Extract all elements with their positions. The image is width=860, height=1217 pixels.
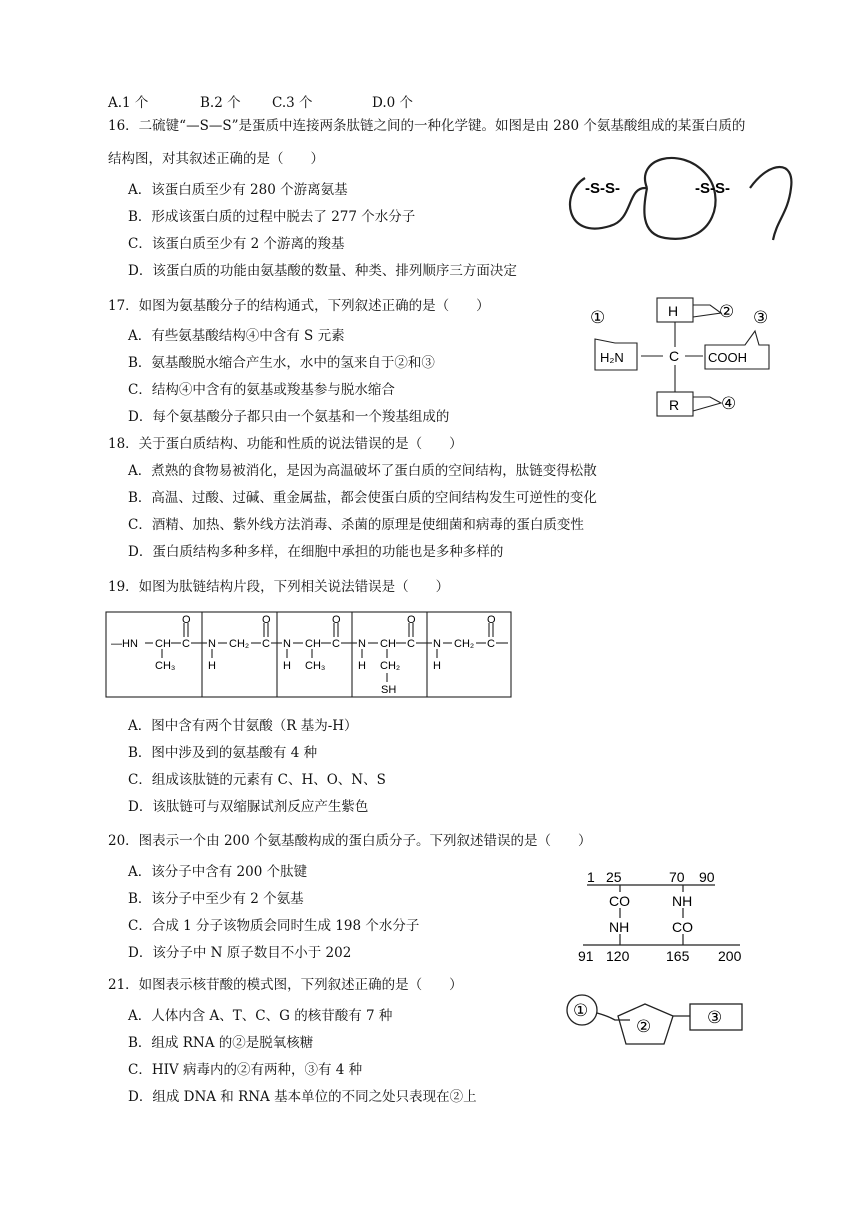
- q16-option-a: A．该蛋白质至少有 280 个游离氨基: [128, 182, 348, 198]
- bottom-label-91: 91: [578, 948, 594, 964]
- q17-option-d: D．每个氨基酸分子都只由一个氨基和一个羧基组成的: [128, 409, 450, 425]
- bottom-label-200: 200: [718, 948, 742, 964]
- q19-stem: 19．如图为肽链结构片段，下列相关说法错误是（ ）: [108, 579, 450, 595]
- q16-stem-line1: 16．二硫键“—S—S”是蛋质中连接两条肽链之间的一种化学键。如图是由 280 个氨基酸组成的某蛋白质的: [108, 118, 746, 134]
- alpha-carbon-5: CH₂: [454, 638, 475, 650]
- bottom-label-120: 120: [606, 948, 630, 964]
- methyl-3: CH₃: [305, 660, 326, 672]
- q19-option-d: D．该肽链可与双缩脲试剂反应产生紫色: [128, 799, 369, 815]
- nitrogen-4: N: [358, 638, 366, 650]
- q20-option-c: C．合成 1 分子该物质会同时生成 198 个水分子: [128, 918, 420, 934]
- carbonyl-carbon-1: C: [182, 638, 190, 650]
- alpha-carbon-4: CH: [380, 638, 396, 650]
- q21-stem: 21．如图表示核苷酸的模式图，下列叙述正确的是（ ）: [108, 977, 463, 993]
- q17-option-a: A．有些氨基酸结构④中含有 S 元素: [128, 328, 345, 344]
- q19-option-c: C．组成该肽链的元素有 C、H、O、N、S: [128, 772, 386, 788]
- nitrogen-3: N: [283, 638, 291, 650]
- c-atom: C: [669, 348, 680, 364]
- q20-option-a: A．该分子中含有 200 个肽键: [128, 864, 308, 880]
- q21-option-b: B．组成 RNA 的②是脱氧核糖: [128, 1035, 314, 1051]
- alpha-carbon-3: CH: [305, 638, 321, 650]
- q18-stem: 18．关于蛋白质结构、功能和性质的说法错误的是（ ）: [108, 436, 463, 452]
- top-label-70: 70: [669, 869, 685, 885]
- q19-option-a: A．图中含有两个甘氨酸（R 基为-H）: [128, 718, 358, 734]
- thiol-group: SH: [381, 684, 397, 696]
- q16-option-c: C．该蛋白质至少有 2 个游离的羧基: [128, 236, 345, 252]
- amide-h-3: H: [283, 660, 291, 672]
- label-base: ③: [707, 1008, 723, 1027]
- top-label-90: 90: [699, 869, 715, 885]
- q17-option-b: B．氨基酸脱水缩合产生水，水中的氢来自于②和③: [128, 355, 435, 371]
- q18-option-d: D．蛋白质结构多种多样，在细胞中承担的功能也是多种多样的: [128, 544, 504, 560]
- q18-option-b: B．高温、过酸、过碱、重金属盐，都会使蛋白质的空间结构发生可逆性的变化: [128, 490, 597, 506]
- label-pentose: ②: [636, 1017, 652, 1036]
- amide-h-2: H: [208, 660, 216, 672]
- q17-stem: 17．如图为氨基酸分子的结构通式，下列叙述正确的是（ ）: [108, 298, 490, 314]
- q20-stem: 20．图表示一个由 200 个氨基酸构成的蛋白质分子。下列叙述错误的是（ ）: [108, 833, 592, 849]
- oxygen-1: O: [182, 614, 191, 626]
- r-group: R: [669, 397, 680, 413]
- label-1: ①: [590, 308, 606, 327]
- nitrogen-2: N: [208, 638, 216, 650]
- bottom-label-165: 165: [666, 948, 690, 964]
- label-phosphate: ①: [573, 1001, 589, 1020]
- label-3: ③: [753, 308, 769, 327]
- q21-option-d: D．组成 DNA 和 RNA 基本单位的不同之处只表现在②上: [128, 1089, 477, 1105]
- right-co: CO: [672, 919, 693, 935]
- carbonyl-carbon-5: C: [487, 638, 495, 650]
- methylene-4: CH₂: [380, 660, 401, 672]
- nucleotide-figure: [560, 992, 760, 1050]
- q18-option-a: A．煮熟的食物易被消化，是因为高温破坏了蛋白质的空间结构，肽链变得松散: [128, 463, 597, 479]
- q19-option-b: B．图中涉及到的氨基酸有 4 种: [128, 745, 318, 761]
- carbonyl-carbon-4: C: [407, 638, 415, 650]
- label-4: ④: [721, 394, 737, 413]
- carboxyl-group: COOH: [708, 350, 747, 365]
- peptide-chain-figure: [105, 611, 513, 699]
- right-nh: NH: [672, 893, 693, 909]
- amino-group: H₂N: [600, 350, 624, 365]
- q20-option-d: D．该分子中 N 原子数目不小于 202: [128, 945, 352, 961]
- q21-option-a: A．人体内含 A、T、C、G 的核苷酸有 7 种: [128, 1008, 393, 1024]
- q17-option-c: C．结构④中含有的氨基或羧基参与脱水缩合: [128, 382, 395, 398]
- oxygen-5: O: [487, 614, 496, 626]
- amide-h-5: H: [433, 660, 441, 672]
- q15-option-c: C.3 个: [272, 95, 313, 111]
- q15-option-a: A.1 个: [108, 95, 149, 111]
- q16-option-b: B．形成该蛋白质的过程中脱去了 277 个水分子: [128, 209, 416, 225]
- amide-h-4: H: [358, 660, 366, 672]
- carbonyl-carbon-3: C: [332, 638, 340, 650]
- oxygen-2: O: [262, 614, 271, 626]
- q15-option-d: D.0 个: [372, 95, 414, 111]
- amino-acid-structure-figure: [585, 295, 785, 425]
- protein-chains-figure: [575, 866, 755, 966]
- q21-option-c: C．HIV 病毒内的②有两种，③有 4 种: [128, 1062, 363, 1078]
- q15-option-b: B.2 个: [200, 95, 241, 111]
- q16-option-d: D．该蛋白质的功能由氨基酸的数量、种类、排列顺序三方面决定: [128, 263, 517, 279]
- disulfide-label-left: -S-S-: [585, 180, 620, 197]
- top-label-1: 1: [587, 869, 595, 885]
- nitrogen-5: N: [433, 638, 441, 650]
- alpha-carbon-2: CH₂: [229, 638, 250, 650]
- methyl-1: CH₃: [155, 660, 176, 672]
- h-atom: H: [668, 303, 679, 319]
- q20-option-b: B．该分子中至少有 2 个氨基: [128, 891, 304, 907]
- carbonyl-carbon-2: C: [262, 638, 270, 650]
- start-hn: —HN: [111, 638, 138, 650]
- oxygen-4: O: [407, 614, 416, 626]
- oxygen-3: O: [332, 614, 341, 626]
- label-2: ②: [719, 302, 735, 321]
- left-nh: NH: [609, 919, 630, 935]
- q16-stem-line2: 结构图，对其叙述正确的是（ ）: [108, 151, 324, 167]
- left-co: CO: [609, 893, 630, 909]
- top-label-25: 25: [606, 869, 622, 885]
- disulfide-label-right: -S-S-: [695, 180, 730, 197]
- alpha-carbon-1: CH: [155, 638, 171, 650]
- q18-option-c: C．酒精、加热、紫外线方法消毒、杀菌的原理是使细菌和病毒的蛋白质变性: [128, 517, 584, 533]
- disulfide-protein-figure: [555, 148, 805, 248]
